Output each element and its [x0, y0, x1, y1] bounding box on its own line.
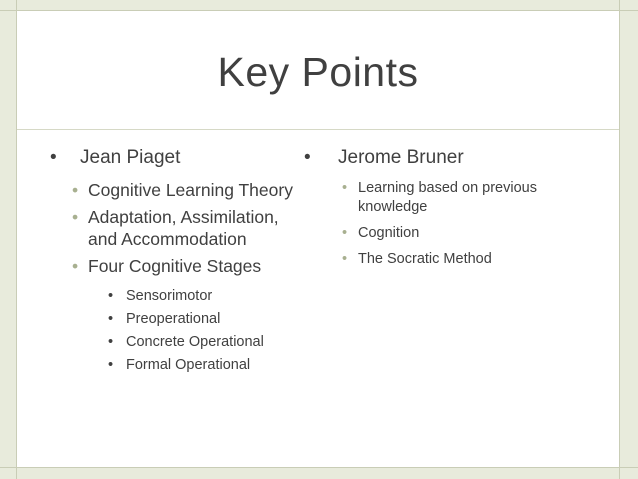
bullet-icon: • [72, 207, 79, 227]
list-item-text: Cognitive Learning Theory [88, 180, 293, 200]
heading-text: Jean Piaget [80, 147, 181, 168]
bullet-icon: • [342, 251, 348, 267]
right-column [304, 147, 594, 269]
list-item-text: Adaptation, Assimilation, and Accommodation [88, 207, 279, 249]
heading-jerome-bruner [304, 147, 594, 169]
bullet-icon: • [304, 147, 311, 168]
bullet-icon: • [108, 311, 114, 327]
list-item-text: Preoperational [126, 311, 221, 327]
list-item-text: Cognition [358, 225, 420, 241]
list-item [334, 224, 594, 243]
list-item [108, 331, 350, 354]
bullet-icon: • [50, 147, 57, 168]
bullet-icon: • [108, 334, 114, 350]
list-item-text: Formal Operational [126, 357, 251, 373]
list-item-text: The Socratic Method [358, 251, 492, 267]
bullet-icon: • [108, 357, 114, 373]
cognitive-stages-list [108, 285, 350, 377]
list-item [334, 179, 588, 217]
bullet-icon: • [72, 256, 79, 276]
bruner-points-list [334, 179, 594, 269]
list-item [64, 206, 298, 250]
bullet-icon: • [108, 288, 114, 304]
bullet-icon: • [72, 180, 79, 200]
list-item-text: Concrete Operational [126, 334, 264, 350]
list-item [108, 285, 350, 308]
list-item [108, 354, 350, 377]
list-item-text: Learning based on previous knowledge [358, 180, 537, 215]
heading-text: Jerome Bruner [338, 147, 464, 168]
slide-title: Key Points [217, 49, 419, 95]
list-item-text: Four Cognitive Stages [88, 256, 262, 276]
title-divider [17, 129, 619, 130]
bullet-icon: • [342, 225, 348, 241]
bullet-icon: • [342, 180, 348, 196]
list-item-text: Sensorimotor [126, 288, 213, 304]
list-item [334, 250, 594, 269]
list-item [108, 308, 350, 331]
